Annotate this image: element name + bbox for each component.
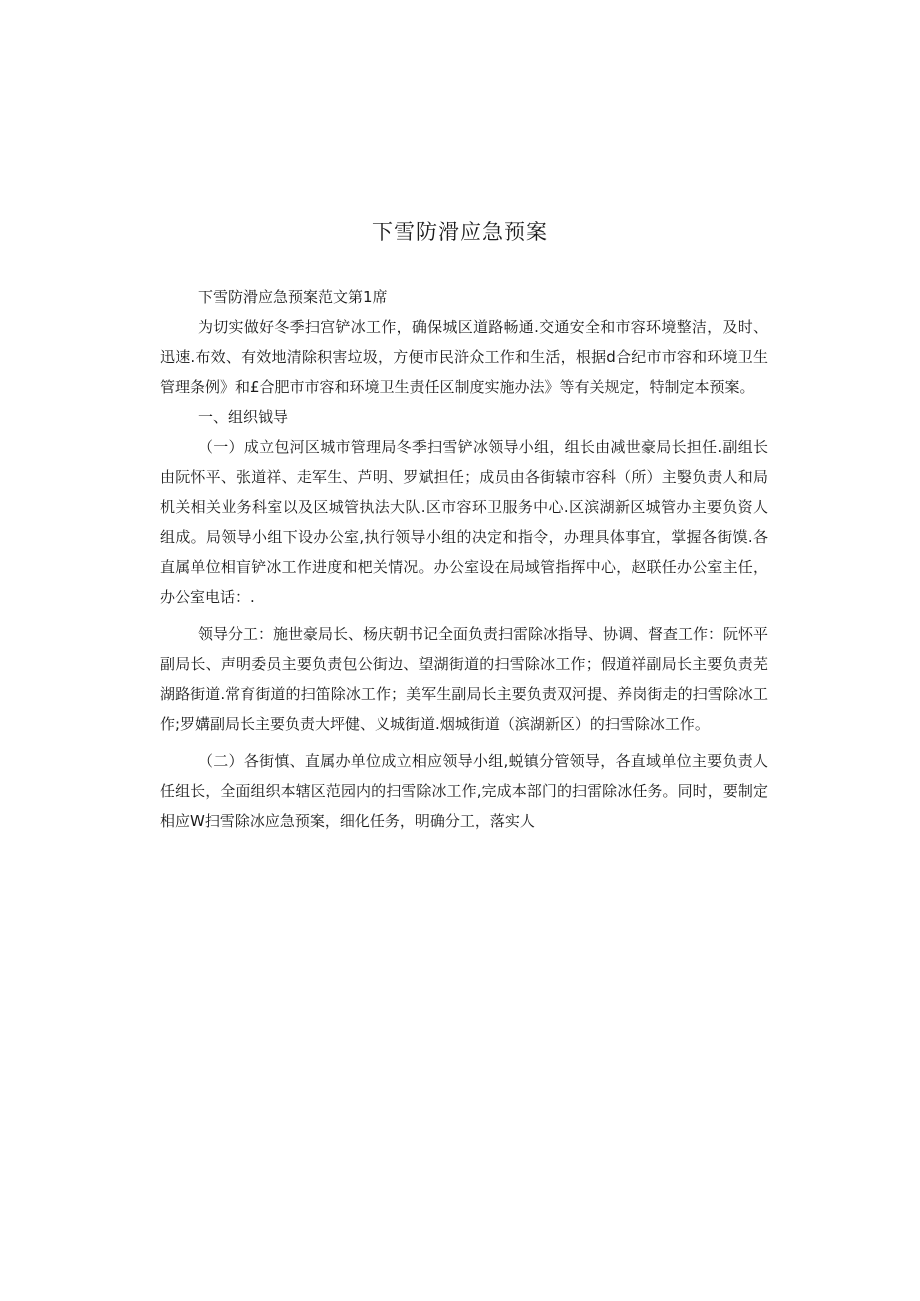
paragraph-intro: 为切实做好冬季扫宫铲冰工作，确保城区道路畅通.交通安全和市容环境整洁，及时、迅速.布效、有效地清除积害垃圾，方便市民浒众工作和生活，根据d合纪市市容和环境卫生管理条例》和£合肥市市容和环境卫生责任区制度实施办法》等有关规定，特制定本预案。 [160,318,768,396]
document-body [160,282,768,836]
paragraph-section-1: （一）成立包河区城市管理局冬季扫雪铲冰领导小组，组长由减世豪局长担任.副组长由阮怀平、张道祥、走军生、芦明、罗斌担任；成员由各街辕市容科（所）主嫛负责人和局机关相关业务科室以及区城管执法大队.区市容环卫服务中心.区滨湖新区城管办主要负资人组成。局领导小组下设办公室,执行领导小组的决定和指令，办理具体事宜，掌握各街馍.各直属单位相盲铲冰工作进度和杷关情况。办公室设在局域管指挥中心，赵联任办公室主任，办公室电话：. [160,438,768,606]
document-title: 下雪防滑应急预案 [372,220,548,244]
paragraph-section-2: （二）各街慎、直属办单位成立相应领导小组,蜕镇分管领导，各直域单位主要负责人任组长，全面组织本辖区范园内的扫雪除冰工作,完成本部门的扫雷除冰任务。同时，要制定相应W扫雪除冰应急预案，细化任务，明确分工，落实人 [160,752,768,830]
paragraph-leadership-division: 领导分工：施世豪局长、杨庆朝书记全面负责扫雷除冰指导、协调、督查工作：阮怀平副局长、声明委员主要负责包公街边、望湖街道的扫雪除冰工作；假道祥副局长主要负责芜湖路街道.常育街道的扫笛除冰工作；美军生副局长主要负责双河提、养岗街走的扫雪除冰工作;罗媾副局长主要负责大坪健、义城街道.烟城街道（滨湖新区）的扫雪除冰工作。 [160,625,769,733]
section-heading: 一、组织钺导 [198,408,289,426]
paragraph-subtitle: 下雪防滑应急预案范文第1席 [198,288,388,306]
